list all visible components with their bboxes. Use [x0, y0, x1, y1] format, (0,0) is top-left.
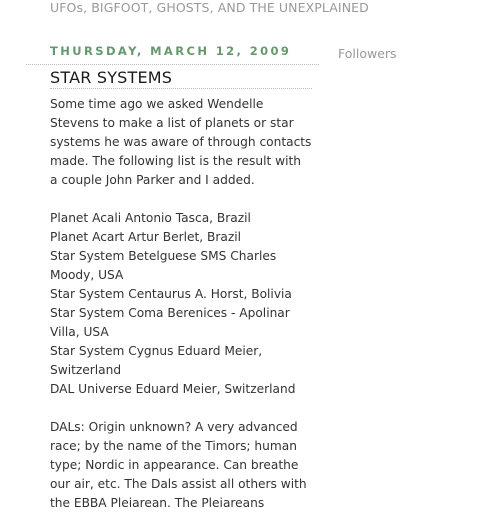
- blog-description: UFOs, BIGFOOT, GHOSTS, AND THE UNEXPLAINED: [50, 0, 369, 15]
- list-item: DAL Universe Eduard Meier, Switzerland: [50, 382, 296, 396]
- post-intro-paragraph: Some time ago we asked Wendelle Stevens to make a list of planets or star systems he was aware of through contacts made. The following list is the result with a couple John Parker and I added.: [50, 97, 312, 187]
- list-item: Planet Acali Antonio Tasca, Brazil: [50, 211, 251, 225]
- list-item: Star System Coma Berenices - Apolinar Villa, USA: [50, 306, 290, 339]
- dals-paragraph: DALs: Origin unknown? A very advanced race; by the name of the Timors; human type; Nordic in appearance. Can breathe our air, etc. The Dals assist all others with the EBBA Pleiarean. The Pleiareans: [50, 420, 307, 510]
- star-system-list: [50, 209, 312, 399]
- list-item: Star System Cygnus Eduard Meier, Switzerland: [50, 344, 263, 377]
- sidebar-followers-title: Followers: [338, 46, 397, 61]
- post-title[interactable]: STAR SYSTEMS: [50, 68, 173, 87]
- list-item: Planet Acart Artur Berlet, Brazil: [50, 230, 242, 244]
- post-divider: [26, 64, 319, 65]
- list-item: Star System Centaurus A. Horst, Bolivia: [50, 287, 292, 301]
- post-title-divider: [50, 88, 312, 89]
- date-header: THURSDAY, MARCH 12, 2009: [50, 44, 292, 58]
- list-item: Star System Betelguese SMS Charles Moody, USA: [50, 249, 277, 282]
- post-body: [50, 95, 312, 532]
